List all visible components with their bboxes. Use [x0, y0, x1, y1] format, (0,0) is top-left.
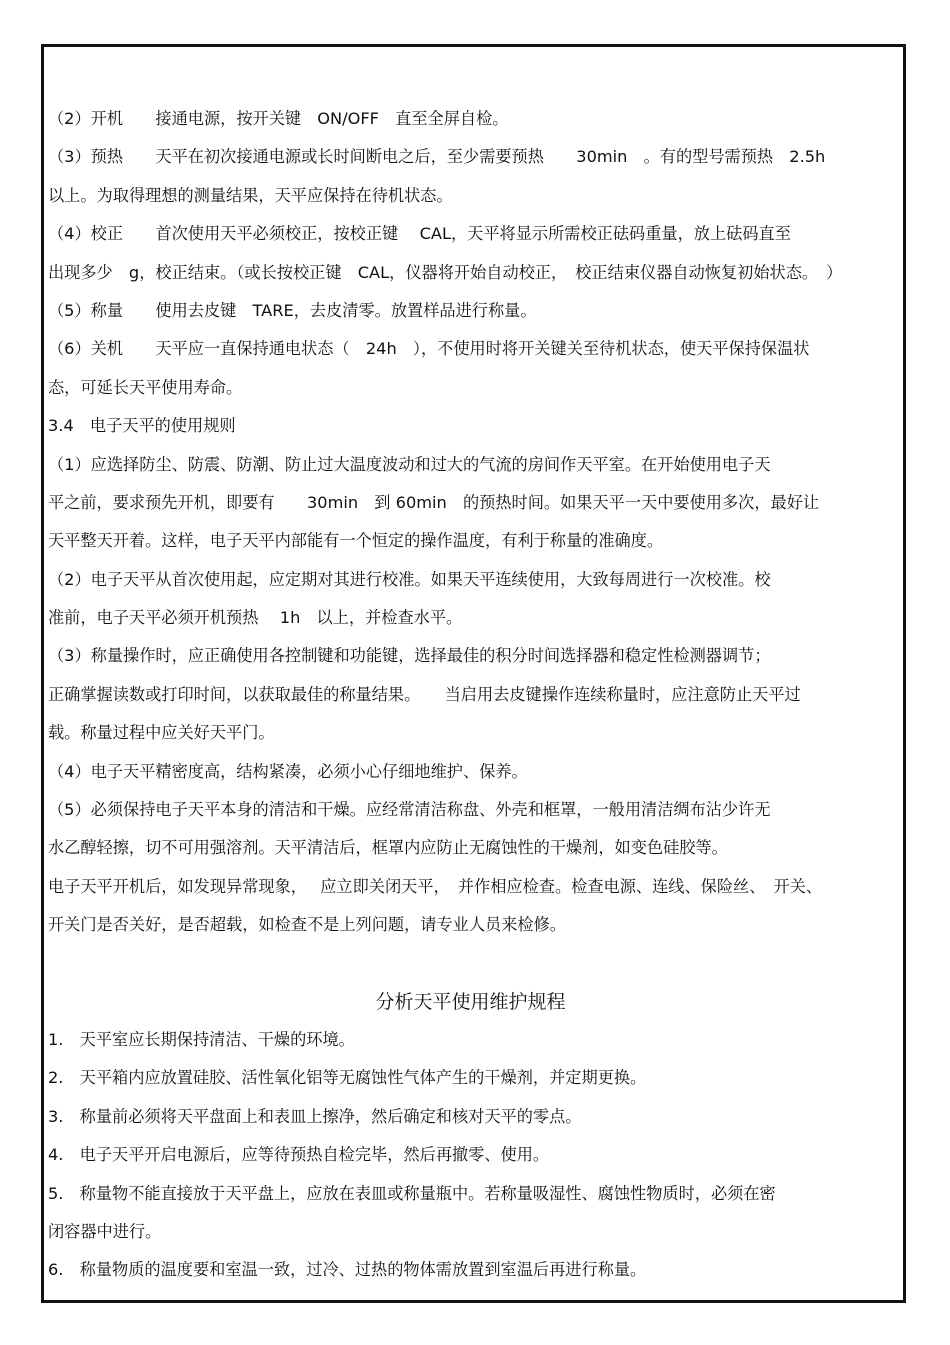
- text-line: 电子天平开机后，如发现异常现象， 应立即关闭天平， 并作相应检查。检查电源、连线、保险丝、 开关、: [48, 876, 823, 896]
- list-item: 6. 称量物质的温度要和室温一致，过冷、过热的物体需放置到室温后再进行称量。: [48, 1260, 647, 1280]
- text-line: 准前，电子天平必须开机预热 1h 以上，并检查水平。: [48, 608, 463, 628]
- text-line: （4）校正 首次使用天平必须校正，按校正键 CAL，天平将显示所需校正砝码重量，放上砝码直至: [48, 224, 791, 244]
- list-item: 闭容器中进行。: [48, 1221, 162, 1241]
- text-line: 天平整天开着。这样，电子天平内部能有一个恒定的操作温度，有利于称量的准确度。: [48, 531, 664, 551]
- maintenance-section: [48, 983, 903, 1290]
- list-item: 3. 称量前必须将天平盘面上和表皿上擦净，然后确定和核对天平的零点。: [48, 1106, 582, 1126]
- list-item: 2. 天平箱内应放置硅胶、活性氧化铝等无腐蚀性气体产生的干燥剂，并定期更换。: [48, 1068, 647, 1088]
- text-line: （6）关机 天平应一直保持通电状态（ 24h ），不使用时将开关键关至待机状态，使天平保持保温状: [48, 339, 810, 359]
- list-item: 4. 电子天平开启电源后，应等待预热自检完毕，然后再撤零、使用。: [48, 1145, 550, 1165]
- text-line: 载。称量过程中应关好天平门。: [48, 723, 275, 743]
- list-item: 5. 称量物不能直接放于天平盘上，应放在表皿或称量瓶中。若称量吸湿性、腐蚀性物质时，必须在密: [48, 1183, 776, 1203]
- text-line: 正确掌握读数或打印时间，以获取最佳的称量结果。 当启用去皮键操作连续称量时，应注意防止天平过: [48, 684, 801, 704]
- text-line: 出现多少 g，校正结束。（或长按校正键 CAL，仪器将开始自动校正， 校正结束仪器自动恢复初始状态。 ）: [48, 262, 843, 282]
- text-line: （3）称量操作时，应正确使用各控制键和功能键，选择最佳的积分时间选择器和稳定性检测器调节；: [48, 646, 771, 666]
- usage-section: [48, 100, 903, 945]
- maintenance-title: 分析天平使用维护规程: [375, 990, 566, 1013]
- text-line: （5）必须保持电子天平本身的清洁和干燥。应经常清洁称盘、外壳和框罩，一般用清洁绸布沾少许无: [48, 800, 771, 820]
- text-line: 态，可延长天平使用寿命。: [48, 377, 243, 397]
- text-line: 以上。为取得理想的测量结果，天平应保持在待机状态。: [48, 185, 453, 205]
- text-line: （1）应选择防尘、防震、防潮、防止过大温度波动和过大的气流的房间作天平室。在开始使用电子天: [48, 454, 771, 474]
- list-item: 1. 天平室应长期保持清洁、干燥的环境。: [48, 1029, 355, 1049]
- text-line: （3）预热 天平在初次接通电源或长时间断电之后，至少需要预热 30min 。有的型号需预热 2.5h: [48, 147, 826, 167]
- text-line: （5）称量 使用去皮键 TARE，去皮清零。放置样品进行称量。: [48, 300, 537, 320]
- section-heading: 3.4 电子天平的使用规则: [48, 416, 236, 436]
- document-body: [48, 100, 903, 1290]
- text-line: 开关门是否关好，是否超载，如检查不是上列问题，请专业人员来检修。: [48, 915, 566, 935]
- text-line: （2）开机 接通电源，按开关键 ON/OFF 直至全屏自检。: [48, 109, 509, 128]
- text-line: （2）电子天平从首次使用起，应定期对其进行校准。如果天平连续使用，大致每周进行一次校准。校: [48, 569, 771, 589]
- spacer: [48, 945, 903, 983]
- text-line: 水乙醇轻擦，切不可用强溶剂。天平清洁后，框罩内应防止无腐蚀性的干燥剂，如变色硅胶等。: [48, 838, 728, 858]
- text-line: （4）电子天平精密度高，结构紧凑，必须小心仔细地维护、保养。: [48, 761, 528, 781]
- text-line: 平之前，要求预先开机，即要有 30min 到 60min 的预热时间。如果天平一天中要使用多次，最好让: [48, 492, 820, 512]
